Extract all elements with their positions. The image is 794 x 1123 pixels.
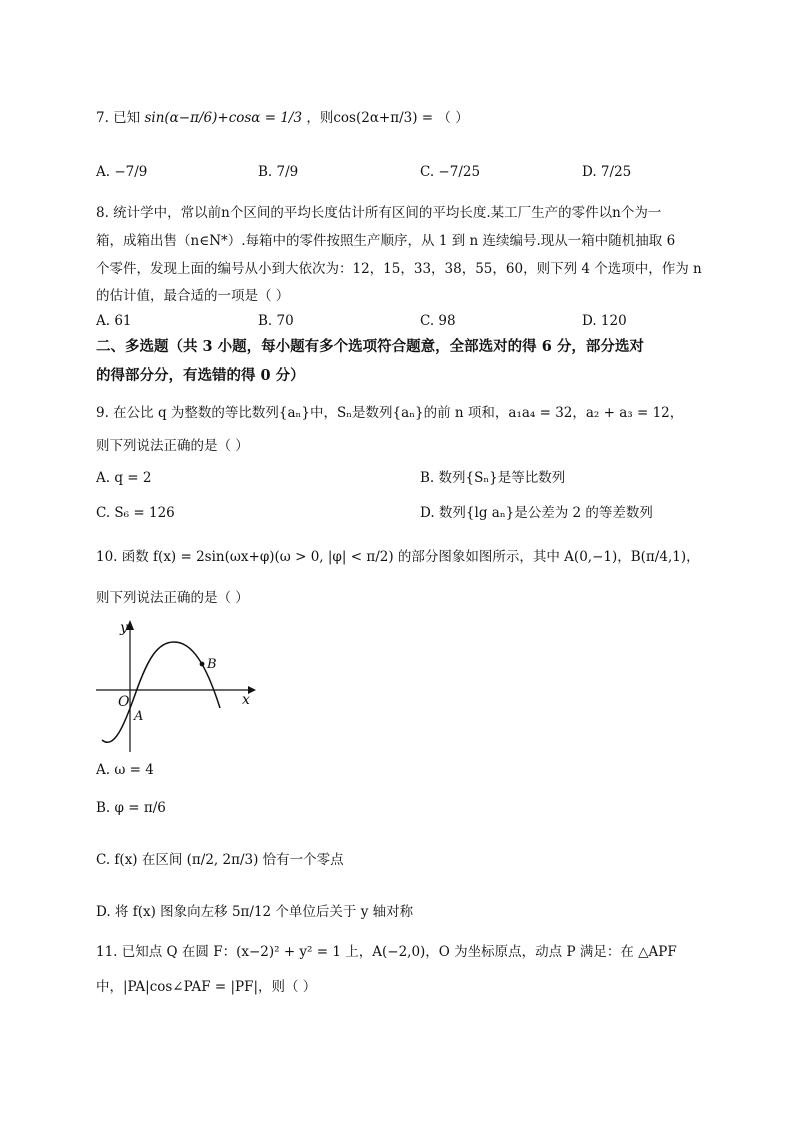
q8-option-c: C. 98 [420, 313, 456, 329]
q8-line-3: 个零件，发现上面的编号从小到大依次为：12，15，33，38，55，60，则下列 4 个选项中，作为 n [96, 261, 702, 277]
q9-option-a: A. q = 2 [96, 470, 152, 486]
q10-line-1: 10. 函数 f(x) = 2sin(ωx+φ)(ω > 0, |φ| < π/2) 的部分图象如图所示，其中 A(0,−1)，B(π/4,1)， [96, 549, 700, 565]
q8-option-a: A. 61 [96, 313, 132, 329]
q10-function-graph [96, 616, 266, 756]
q11-line-2: 中，|PA|cos∠PAF = |PF|，则（ ） [96, 979, 317, 995]
q7-stem [96, 108, 469, 128]
q10-line-2: 则下列说法正确的是（ ） [96, 590, 249, 606]
q8-option-b: B. 70 [258, 313, 294, 329]
point-b-label: B [207, 657, 217, 672]
q7-ask: ，则cos(2α+π/3) = （ ） [306, 110, 469, 126]
q8-line-2: 箱，成箱出售（n∈N*）.每箱中的零件按照生产顺序，从 1 到 n 连续编号.现从一箱中随机抽取 6 [96, 233, 676, 249]
q9-option-b: B. 数列{Sₙ}是等比数列 [420, 470, 566, 486]
y-axis-label: y [120, 620, 128, 636]
q9-option-d: D. 数列{lg aₙ}是公差为 2 的等差数列 [420, 505, 653, 521]
q8-line-1: 8. 统计学中，常以前n个区间的平均长度估计所有区间的平均长度.某工厂生产的零件以n个为一 [96, 205, 662, 221]
point-b-dot [200, 662, 205, 667]
q9-line-1: 9. 在公比 q 为整数的等比数列{aₙ}中，Sₙ是数列{aₙ}的前 n 项和，a₁a₄ = 32，a₂ + a₃ = 12， [96, 405, 684, 421]
q10-option-d: D. 将 f(x) 图象向左移 5π/12 个单位后关于 y 轴对称 [96, 904, 414, 920]
q7-option-b: B. 7/9 [258, 164, 299, 180]
q10-option-a: A. ω = 4 [96, 762, 154, 778]
x-axis-label: x [242, 692, 250, 708]
q9-line-2: 则下列说法正确的是（ ） [96, 438, 249, 454]
origin-label: O [118, 694, 130, 710]
q7-option-c: C. −7/25 [420, 164, 481, 180]
q10-option-c: C. f(x) 在区间 (π/2, 2π/3) 恰有一个零点 [96, 852, 344, 868]
section-2-heading-line-2: 的得部分分，有选错的得 0 分） [96, 367, 305, 384]
sine-curve [102, 642, 220, 742]
q8-option-d: D. 120 [582, 313, 627, 329]
q7-option-d: D. 7/25 [582, 164, 632, 180]
q9-option-c: C. S₆ = 126 [96, 505, 175, 521]
q7-given: sin(α−π/6)+cosα = 1/3 [144, 110, 303, 126]
q7-option-a: A. −7/9 [96, 164, 148, 180]
q8-line-4: 的估计值，最合适的一项是（ ） [96, 288, 290, 304]
q7-prefix: 7. 已知 [96, 110, 141, 126]
section-2-heading-line-1: 二、多选题（共 3 小题，每小题有多个选项符合题意，全部选对的得 6 分，部分选对 [96, 338, 644, 355]
point-a-label: A [134, 709, 144, 724]
q11-line-1: 11. 已知点 Q 在圆 F：(x−2)² + y² = 1 上，A(−2,0)，O 为坐标原点，动点 P 满足：在 △APF [96, 944, 677, 960]
q10-option-b: B. φ = π/6 [96, 800, 166, 816]
